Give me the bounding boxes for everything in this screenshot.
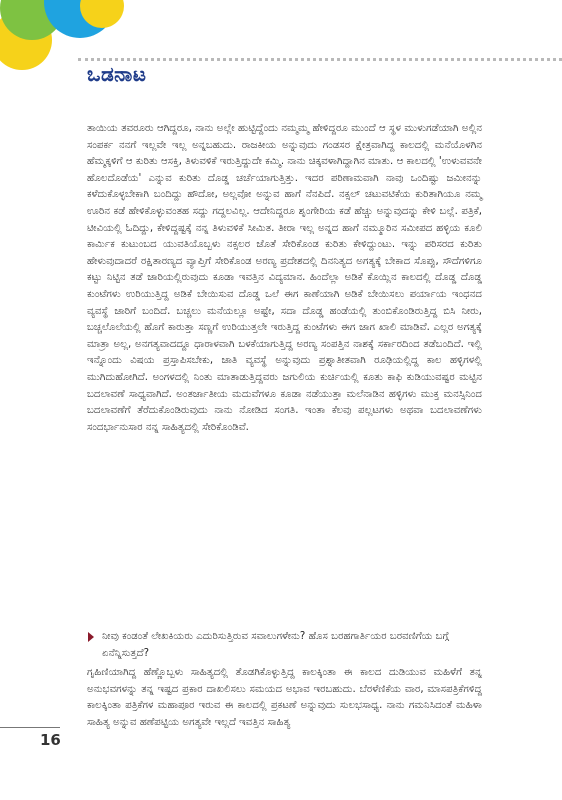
question-text: ನೀವು ಕಂಡಂತೆ ಲೇಖಕಿಯರು ಎದುರಿಸುತ್ತಿರುವ ಸವಾಲುಗಳೇನು? ಹೊಸ ಬರಹಗಾರ್ತಿಯರ ಬರವಣಿಗೆಯ ಬಗ್ಗೆ ಏನೆನ್ನಿಸುತ್ತದೆ? [102,631,450,659]
answer-paragraph: ಗೃಹಿಣಿಯಾಗಿದ್ದ ಹೆಣ್ಣೊಬ್ಬಳು ಸಾಹಿತ್ಯದಲ್ಲಿ ತೊಡಗಿಕೊಳ್ಳುತ್ತಿದ್ದ ಕಾಲಕ್ಕಿಂತಾ ಈ ಕಾಲದ ದುಡಿಯುವ ಮಹಿಳೆಗೆ ತನ್ನ ಅನುಭವಗಳನ್ನು ತನ್ನ ಇಷ್ಟದ ಪ್ರಕಾರ ದಾಖಲಿಸಲು ಸಮಯದ ಅಭಾವ ಇರಬಹುದು. ಬೆರಳೆಣಿಕೆಯ ವಾರ, ಮಾಸಪತ್ರಿಕೆಗಳಿದ್ದ ಕಾಲಕ್ಕಿಂತಾ ಪತ್ರಿಕೆಗಳ ಮಹಾಪೂರ ಇರುವ ಈ ಕಾಲದಲ್ಲಿ ಪ್ರಕಟಣೆ ಅನ್ನುವುದು ಸುಲಭಸಾಧ್ಯ. ನಾನು ಗಮನಿಸಿದಂತೆ ಮಹಿಳಾ ಸಾಹಿತ್ಯ ಅನ್ನುವ ಹಣೆಪಟ್ಟಿಯ ಅಗತ್ಯವೇ ಇಲ್ಲದೆ ಇವತ್ತಿನ ಸಾಹಿತ್ಯ [87,667,482,728]
page-number: 16 [40,731,61,749]
section-title: ಒಡನಾಟ [87,62,147,86]
interview-question [88,628,478,662]
header-dotted-rule [78,58,562,61]
body-paragraph: ತಾಯಿಯ ತವರೂರು ಆಗಿದ್ದರೂ, ನಾನು ಅಲ್ಲೇ ಹುಟ್ಟಿದ್ದೆಂದು ನಮ್ಮಮ್ಮ ಹೇಳಿದ್ದರೂ ಮುಂದೆ ಆ ಸ್ಥಳ ಮುಳುಗಡೆಯಾಗಿ ಅಲ್ಲಿನ ಸಂಪರ್ಕ ನನಗೆ ಇಲ್ಲವೇ ಇಲ್ಲ ಅನ್ನಬಹುದು. ರಾಜಕೀಯ ಅನ್ನುವುದು ಗಂಡಸರ ಕ್ಷೇತ್ರವಾಗಿದ್ದ ಕಾಲದಲ್ಲಿ ಮನೆಯೊಳಗಿನ ಹೆಮ್ಮಕ್ಕಳಿಗೆ ಆ ಕುರಿತು ಆಸಕ್ತಿ, ತಿಳುವಳಿಕೆ ಇರುತ್ತಿದ್ದುದೇ ಕಮ್ಮಿ. ನಾನು ಚಿಕ್ಕವಳಾಗಿದ್ದಾಗಿನ ಮಾತು. ಆ ಕಾಲದಲ್ಲಿ 'ಉಳುವವನೇ ಹೊಲದೊಡೆಯ' ಎನ್ನುವ ಕುರಿತು ದೊಡ್ಡ ಚರ್ಚೆಯಾಗುತ್ತಿತ್ತು. ಇದರ ಪರಿಣಾಮವಾಗಿ ನಾವು ಒಂದಿಷ್ಟು ಜಮೀನನ್ನು ಕಳೆದುಕೊಳ್ಳಬೇಕಾಗಿ ಬಂದಿದ್ದು ಹೌದೋ, ಅಲ್ಲವೋ ಅನ್ನುವ ಹಾಗೆ ನೆನಪಿದೆ. ನಕ್ಸಲ್ ಚಟುವಟಿಕೆಯ ಕುರಿತಾಗಿಯೂ ನಮ್ಮ ಊರಿನ ಕಡೆ ಹೇಳಿಕೊಳ್ಳುವಂತಹ ಸದ್ದು ಗದ್ದಲವಿಲ್ಲ. ಆದೇನಿದ್ದರೂ ಶೃಂಗೇರಿಯ ಕಡೆ ಹೆಚ್ಚು ಅನ್ನುವುದನ್ನು ಕೇಳಿ ಬಲ್ಲೆ. ಪತ್ರಿಕೆ, ಟೀವಿಯಲ್ಲಿ ಓದಿದ್ದು, ಕೇಳಿದ್ದಷ್ಟಕ್ಕೆ ನನ್ನ ತಿಳುವಳಿಕೆ ಸೀಮಿತ. ತೀರಾ ಇಲ್ಲ ಅನ್ನದ ಹಾಗೆ ನಮ್ಮೂರಿನ ಸಮೀಪದ ಹಳ್ಳಿಯ ಕೂಲಿ ಕಾರ್ಮಿಕ ಕುಟುಂಬದ ಯುವತಿಯೊಬ್ಬಳು ನಕ್ಸಲರ ಜೊತೆ ಸೇರಿಕೊಂಡ ಕುರಿತು ಕೇಳಿದ್ದುಂಟು. ಇನ್ನು ಪರಿಸರದ ಕುರಿತು ಹೇಳುವುದಾದರೆ ರಕ್ಷಿತಾರಣ್ಯದ ವ್ಯಾಪ್ತಿಗೆ ಸೇರಿಕೊಂಡ ಅರಣ್ಯ ಪ್ರದೇಶದಲ್ಲಿ ದಿನನಿತ್ಯದ ಅಗತ್ಯಕ್ಕೆ ಬೇಕಾದ ಸೊಪ್ಪು, ಸೌದೆಗಳಿಗೂ ಕಟ್ಟು ನಿಟ್ಟಿನ ತಡೆ ಜಾರಿಯಲ್ಲಿರುವುದು ಕೂಡಾ ಇವತ್ತಿನ ವಿದ್ಯಮಾನ. ಹಿಂದೆಲ್ಲಾ ಅಡಿಕೆ ಕೊಯ್ಲಿನ ಕಾಲದಲ್ಲಿ ದೊಡ್ಡ ದೊಡ್ಡ ಕುಂಟೆಗಳು ಉರಿಯುತ್ತಿದ್ದ ಅಡಿಕೆ ಬೇಯಿಸುವ ದೊಡ್ಡ ಒಲೆ ಈಗ ಕಾಣೆಯಾಗಿ ಅಡಿಕೆ ಬೇಯಿಸಲು ಪರ್ಯಾಯ ಇಂಧನದ ವ್ಯವಸ್ಥೆ ಜಾರಿಗೆ ಬಂದಿದೆ. ಬಚ್ಚಲು ಮನೆಯಲ್ಲೂ ಅಷ್ಟೇ, ಸದಾ ದೊಡ್ಡ ಹಂಡೆಯಲ್ಲಿ ತುಂಬಿಕೊಂಡಿರುತ್ತಿದ್ದ ಬಿಸಿ ನೀರು, ಬಚ್ಚಲೊಲೆಯಲ್ಲಿ ಹೊಗೆ ಕಾರುತ್ತಾ ಸಣ್ಣಗೆ ಉರಿಯುತ್ತಲೇ ಇರುತ್ತಿದ್ದ ಕುಂಟೆಗಳು ಈಗ ಜಾಗ ಖಾಲಿ ಮಾಡಿವೆ. ಎಲ್ಲರ ಅಗತ್ಯಕ್ಕೆ ಮಾತ್ರಾ ಅಲ್ಲ, ಅನಗತ್ಯವಾದದ್ದೂ ಧಾರಾಳವಾಗಿ ಬಳಕೆಯಾಗುತ್ತಿದ್ದ ಅರಣ್ಯ ಸಂಪತ್ತಿನ ನಾಶಕ್ಕೆ ಸರ್ಕಾರದಿಂದ ತಡೆಬಂದಿದೆ. ಇಲ್ಲಿ ಇನ್ನೊಂದು ವಿಷಯ ಪ್ರಸ್ತಾಪಿಸಬೇಕು, ಜಾತಿ ವ್ಯವಸ್ಥೆ ಅನ್ನುವುದು ಪ್ರಶ್ನಾತೀತವಾಗಿ ರೂಢಿಯಲ್ಲಿದ್ದ ಕಾಲ ಹಳ್ಳಿಗಳಲ್ಲಿ ಮುಗಿದುಹೋಗಿದೆ. ಅಂಗಳದಲ್ಲಿ ನಿಂತು ಮಾತಾಡುತ್ತಿದ್ದವರು ಜಗುಲಿಯ ಕುರ್ಚಿಯಲ್ಲಿ ಕೂತು ಕಾಫಿ ಕುಡಿಯುವಷ್ಟರ ಮಟ್ಟಿನ ಬದಲಾವಣೆ ಸಾಧ್ಯವಾಗಿದೆ. ಅಂತರ್ಜಾತೀಯ ಮದುವೆಗಳೂ ಕೂಡಾ ನಡೆಯುತ್ತಾ ಮಲೆನಾಡಿನ ಹಳ್ಳಿಗಳು ಮುಕ್ತ ಮನಸ್ಸಿನಿಂದ ಬದಲಾವಣೆಗೆ ತೆರೆದುಕೊಂಡಿರುವುದು ನಾನು ನೋಡಿದ ಸಂಗತಿ. ಇಂತಾ ಕೆಲವು ಪಲ್ಲಟಗಳು ಅಥವಾ ಬದಲಾವಣೆಗಳು ಸಂದರ್ಭಾನುಸಾರ ನನ್ನ ಸಾಹಿತ್ಯದಲ್ಲಿ ಸೇರಿಕೊಂಡಿವೆ. [87,123,482,433]
footer-rule [0,727,60,728]
triangle-bullet-icon [88,632,94,642]
